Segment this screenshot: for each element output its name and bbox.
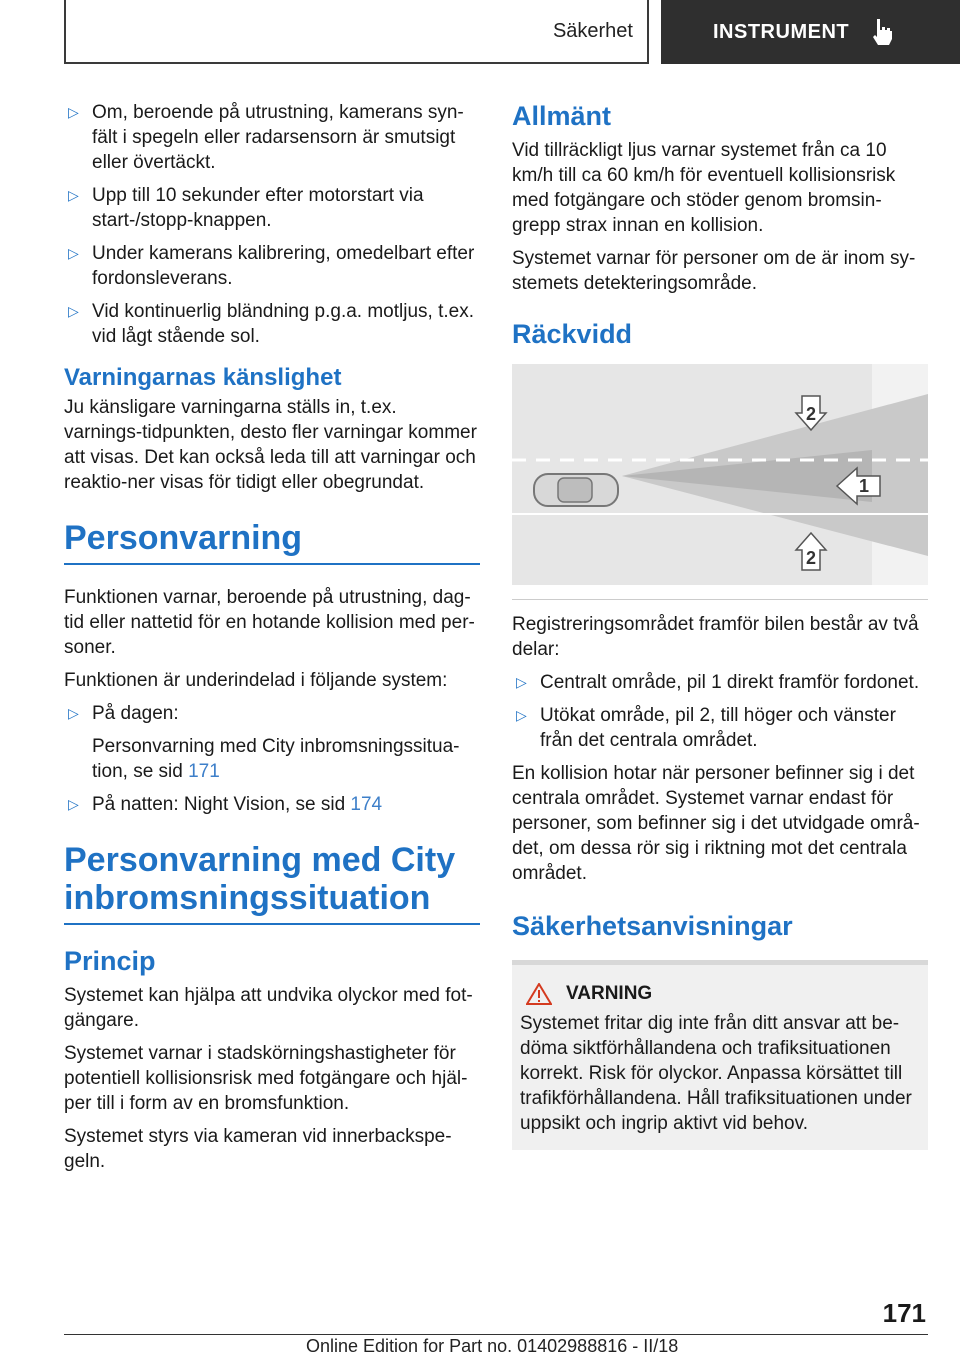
bullet-triangle-icon: ▷	[68, 303, 79, 319]
bullet-triangle-icon: ▷	[68, 187, 79, 203]
person-paragraph: Funktionen varnar, beroende på utrustning, dag-tid eller nattetid för en hotande kollision med per-soner.	[64, 587, 475, 658]
page-link[interactable]: 174	[350, 794, 383, 815]
person-warning-heading: Personvarning	[64, 519, 480, 565]
figure-label: 1	[858, 476, 870, 496]
list-item: ▷ Om, beroende på utrustning, kamerans syn-fält i spegeln eller radarsensorn är smutsigt eller övertäckt.	[64, 100, 480, 175]
list-item: ▷ På dagen:	[64, 701, 480, 726]
warning-text: Systemet fritar dig inte från ditt ansvar att be-döma siktförhållandena och trafiksituationen korrekt. Risk för olyckor. Anpassa körsättet till trafikförhållandena. Håll trafiksituationen under uppsikt och ingrip aktivt vid behov.	[520, 1013, 912, 1134]
bullet-triangle-icon: ▷	[68, 104, 79, 120]
edition-text: Online Edition for Part no. 01402988816 - II/18	[306, 1336, 679, 1356]
chapter-title: Säkerhet	[552, 19, 633, 42]
page-number: 171	[882, 1298, 926, 1328]
general-paragraph: Systemet varnar för personer om de är inom sy-stemets detekteringsområde.	[512, 248, 916, 294]
right-column	[512, 100, 928, 1150]
bullet-triangle-icon: ▷	[516, 707, 527, 723]
page-link[interactable]: 171	[188, 761, 220, 782]
list-item: ▷ På natten: Night Vision, se sid 174	[64, 792, 480, 817]
day-text: Personvarning med City inbromsningssitua-tion, se sid 171	[92, 736, 460, 782]
range-paragraph: En kollision hotar när personer befinner sig i det centrala området. Systemet varnar endast för personer, som befinner sig i det utvidgade områ-det, om dessa rör sig i riktning mot det centrala området.	[512, 763, 920, 884]
principle-paragraph: Systemet kan hjälpa att undvika olyckor med fot-gängare.	[64, 985, 473, 1031]
figure-label: 2	[805, 548, 817, 568]
left-column	[64, 100, 480, 1182]
principle-paragraph: Systemet varnar i stadskörningshastigheter för potentiell kollisionsrisk med fotgängare och hjäl-per till i form av en bromsfunktion.	[64, 1043, 468, 1114]
section-tab	[661, 0, 960, 64]
safety-heading: Säkerhetsanvisningar	[512, 911, 793, 941]
list-item: ▷ Centralt område, pil 1 direkt framför fordonet.	[512, 670, 928, 695]
car-icon	[534, 474, 618, 506]
sensitivity-text: Ju känsligare varningarna ställs in, t.ex. varnings-tidpunkten, desto fler varningar kommer att visas. Det kan också leda till att varningar och reaktio-ner visas för tidigt eller obegrundat.	[64, 397, 477, 493]
detection-range-figure	[512, 364, 928, 585]
city-braking-heading: Personvarning med City inbromsningssituation	[64, 841, 480, 925]
warning-box	[512, 960, 928, 1150]
list-item: ▷ Under kamerans kalibrering, omedelbart efter fordonsleverans.	[64, 241, 480, 291]
figure-label: 2	[805, 404, 817, 424]
chapter-tab	[64, 0, 649, 64]
warning-title: VARNING	[520, 983, 914, 1005]
section-title: INSTRUMENT	[713, 20, 850, 43]
sensitivity-heading: Varningarnas känslighet	[64, 364, 342, 391]
principle-heading: Princip	[64, 946, 156, 976]
bullet-triangle-icon: ▷	[68, 245, 79, 261]
list-item: ▷ Upp till 10 sekunder efter motorstart via start-/stopp-knappen.	[64, 183, 480, 233]
general-heading: Allmänt	[512, 101, 612, 131]
general-paragraph: Vid tillräckligt ljus varnar systemet från ca 10 km/h till ca 60 km/h för eventuell kollisionsrisk med fotgängare och stöder genom bromsin-grepp strax innan en kollision.	[512, 140, 896, 236]
list-item: ▷ Utökat område, pil 2, till höger och vänster från det centrala området.	[512, 703, 928, 753]
range-heading: Räckvidd	[512, 319, 633, 349]
range-paragraph: Registreringsområdet framför bilen består av två delar:	[512, 614, 919, 660]
principle-paragraph: Systemet styrs via kameran vid innerbackspe-geln.	[64, 1126, 452, 1172]
person-paragraph: Funktionen är underindelad i följande system:	[64, 670, 448, 691]
pointing-hand-icon	[869, 17, 895, 47]
figure-divider	[512, 599, 928, 600]
bullet-triangle-icon: ▷	[68, 796, 79, 812]
bullet-triangle-icon: ▷	[516, 674, 527, 690]
footer-divider	[64, 1334, 928, 1335]
bullet-triangle-icon: ▷	[68, 705, 79, 721]
warning-triangle-icon	[526, 983, 552, 1005]
list-item: ▷ Vid kontinuerlig bländning p.g.a. motljus, t.ex. vid lågt stående sol.	[64, 299, 480, 349]
